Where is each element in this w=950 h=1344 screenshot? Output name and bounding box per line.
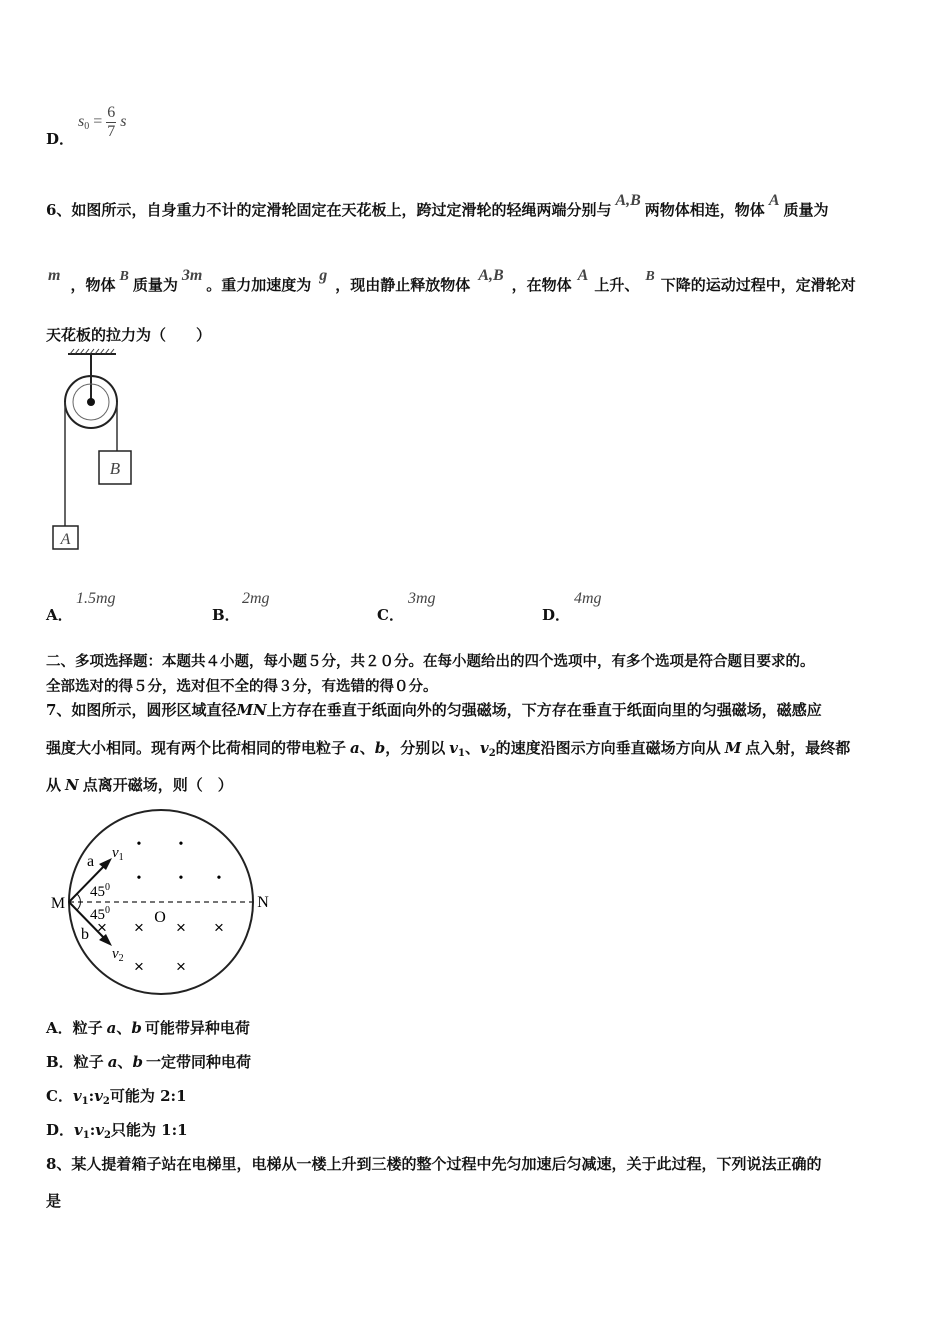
option-sub: 2	[103, 1130, 111, 1141]
option-d-formula	[78, 104, 127, 141]
q6-text: ，物体	[70, 276, 116, 294]
option-text: A．粒子	[46, 1019, 103, 1037]
v1-text: v	[112, 845, 119, 861]
option-math: b	[132, 1053, 143, 1071]
option-math: v	[94, 1087, 103, 1105]
q6-math: A	[577, 267, 589, 284]
q6-math: 3m	[181, 267, 203, 284]
q6-text: 6、如图所示，自身重力不计的定滑轮固定在天花板上，跨过定滑轮的轻绳两端分别与	[46, 201, 612, 219]
field-dot: •	[136, 837, 142, 852]
option-sub: 1	[82, 1130, 90, 1141]
field-cross: ×	[176, 957, 186, 976]
label-v2	[112, 946, 124, 964]
option-math: b	[131, 1019, 142, 1037]
label-m: M	[50, 895, 66, 912]
option-d-label: D．	[46, 130, 75, 148]
q6-math: B	[119, 269, 129, 284]
field-cross: ×	[176, 918, 186, 937]
q7-text: 、	[464, 739, 480, 757]
option-math: v	[74, 1121, 83, 1139]
q6-option-a-value: 1.5mg	[76, 590, 116, 607]
q7-option-a	[46, 1017, 250, 1038]
q6-math: A	[768, 192, 780, 209]
q6-option-b-value: 2mg	[242, 590, 270, 607]
angle-top-deg: 0	[105, 882, 110, 893]
q7-math: v	[479, 739, 489, 757]
formula-fraction	[106, 104, 116, 141]
q7-text: 从	[46, 776, 62, 794]
q6-text: ，在物体	[511, 276, 572, 294]
q7-text: 的速度沿图示方向垂直磁场方向从	[495, 739, 721, 757]
label-a: a	[87, 853, 95, 870]
q6-line-1	[46, 192, 829, 220]
option-text: :	[88, 1087, 95, 1105]
option-math: a	[107, 1053, 118, 1071]
formula-rhs: s	[120, 113, 127, 131]
q7-text: 、	[359, 739, 375, 757]
q6-text: 上升、	[594, 276, 640, 294]
v1-sub: 1	[118, 852, 124, 863]
field-cross: ×	[134, 957, 144, 976]
q7-line-1	[46, 699, 822, 720]
field-dot: •	[178, 837, 184, 852]
v2-text: v	[112, 946, 119, 962]
q7-option-d	[46, 1119, 188, 1141]
q6-option-a-label: A．	[46, 606, 73, 624]
block-a-label: A	[60, 531, 71, 548]
option-text: 只能为 1:1	[110, 1121, 188, 1139]
option-sub: 1	[81, 1096, 89, 1107]
section2-note: 全部选对的得５分，选对但不全的得３分，有选错的得０分。	[46, 678, 438, 695]
q7-math: M	[724, 739, 742, 757]
label-n: N	[257, 894, 269, 911]
q7-math: v	[449, 739, 458, 757]
option-math: v	[72, 1087, 82, 1105]
option-text: 、	[116, 1019, 132, 1037]
q7-math: MN	[236, 701, 267, 719]
field-cross: ×	[134, 918, 144, 937]
option-sub: 2	[102, 1096, 110, 1107]
option-text: :	[89, 1121, 96, 1139]
option-text: D．	[46, 1121, 75, 1139]
q6-text: 两物体相连，物体	[644, 201, 765, 219]
q7-math: N	[65, 776, 79, 794]
q7-line-2	[46, 737, 850, 759]
angle-bottom-value: 45	[90, 907, 105, 923]
q7-text: ，分别以	[385, 739, 446, 757]
section2-heading: 二、多项选择题：本题共４小题，每小题５分，共２０分。在每小题给出的四个选项中，有多个选项是符合题目要求的。	[46, 653, 815, 670]
label-b: b	[81, 926, 89, 943]
field-figure	[44, 808, 276, 1004]
fraction-den: 7	[107, 123, 116, 140]
option-text: 可能带异种电荷	[144, 1019, 250, 1037]
label-o: O	[154, 909, 166, 926]
q6-option-c-value: 3mg	[408, 590, 436, 607]
block-b-label: B	[109, 459, 121, 478]
angle-bottom-deg: 0	[105, 905, 110, 916]
q8-line-2: 是	[46, 1192, 62, 1210]
q7-option-c	[46, 1085, 187, 1107]
q6-text: ，现由静止释放物体	[335, 276, 471, 294]
q6-math: A,B	[478, 267, 504, 284]
q7-line-3	[46, 774, 233, 795]
q7-math: a	[350, 739, 360, 757]
label-v1	[112, 845, 124, 863]
q7-text: 上方存在垂直于纸面向外的匀强磁场，下方存在垂直于纸面向里的匀强磁场，磁感应	[266, 701, 822, 719]
option-text: 可能为 2:1	[109, 1087, 187, 1105]
pulley-figure	[40, 348, 150, 558]
field-cross: ×	[97, 918, 107, 937]
q6-text: 下降的运动过程中，定滑轮对	[660, 276, 856, 294]
q6-text: 质量为	[132, 276, 178, 294]
q7-sub: 1	[458, 748, 465, 759]
field-dot: •	[216, 871, 222, 886]
q6-text: 。重力加速度为	[206, 276, 312, 294]
option-math: a	[106, 1019, 117, 1037]
q6-option-c-label: C．	[377, 606, 404, 624]
field-dot: •	[136, 871, 142, 886]
q6-math: m	[48, 267, 61, 284]
formula-eq: =	[93, 113, 103, 131]
q7-text: 7、如图所示，圆形区域直径	[46, 701, 237, 719]
q7-text: 强度大小相同。现有两个比荷相同的带电粒子	[46, 739, 347, 757]
q6-option-b-label: B．	[212, 606, 240, 624]
pulley-center	[87, 398, 95, 406]
option-math: v	[95, 1121, 104, 1139]
q6-line-2	[46, 267, 856, 295]
option-text: B．粒子	[46, 1053, 104, 1071]
q7-sub: 2	[488, 748, 496, 759]
q7-option-b	[46, 1051, 251, 1072]
q6-option-d-label: D．	[542, 606, 571, 624]
option-text: C．	[46, 1087, 73, 1105]
field-dot: •	[178, 871, 184, 886]
q7-text: 点离开磁场，则（ ）	[82, 776, 233, 794]
q6-line-3: 天花板的拉力为（ ）	[46, 326, 212, 344]
field-cross: ×	[214, 918, 224, 937]
q6-math: g	[319, 267, 328, 284]
q7-text: 点入射，最终都	[745, 739, 851, 757]
angle-top-label	[90, 882, 110, 900]
q6-text: 质量为	[783, 201, 829, 219]
q6-math: A,B	[615, 192, 641, 209]
v2-sub: 2	[118, 953, 124, 964]
q6-option-d-value: 4mg	[574, 590, 602, 607]
q7-math: b	[374, 739, 386, 757]
fraction-num: 6	[107, 104, 116, 121]
formula-lhs-sub: 0	[84, 121, 90, 133]
angle-top-value: 45	[90, 884, 105, 900]
option-text: 一定带同种电荷	[145, 1053, 251, 1071]
formula-lhs: s	[78, 113, 85, 131]
q8-line-1: 8、某人提着箱子站在电梯里，电梯从一楼上升到三楼的整个过程中先匀加速后匀减速，关于此过程，下列说法正确的	[46, 1155, 822, 1173]
option-text: 、	[117, 1053, 133, 1071]
q6-math: B	[645, 269, 655, 284]
